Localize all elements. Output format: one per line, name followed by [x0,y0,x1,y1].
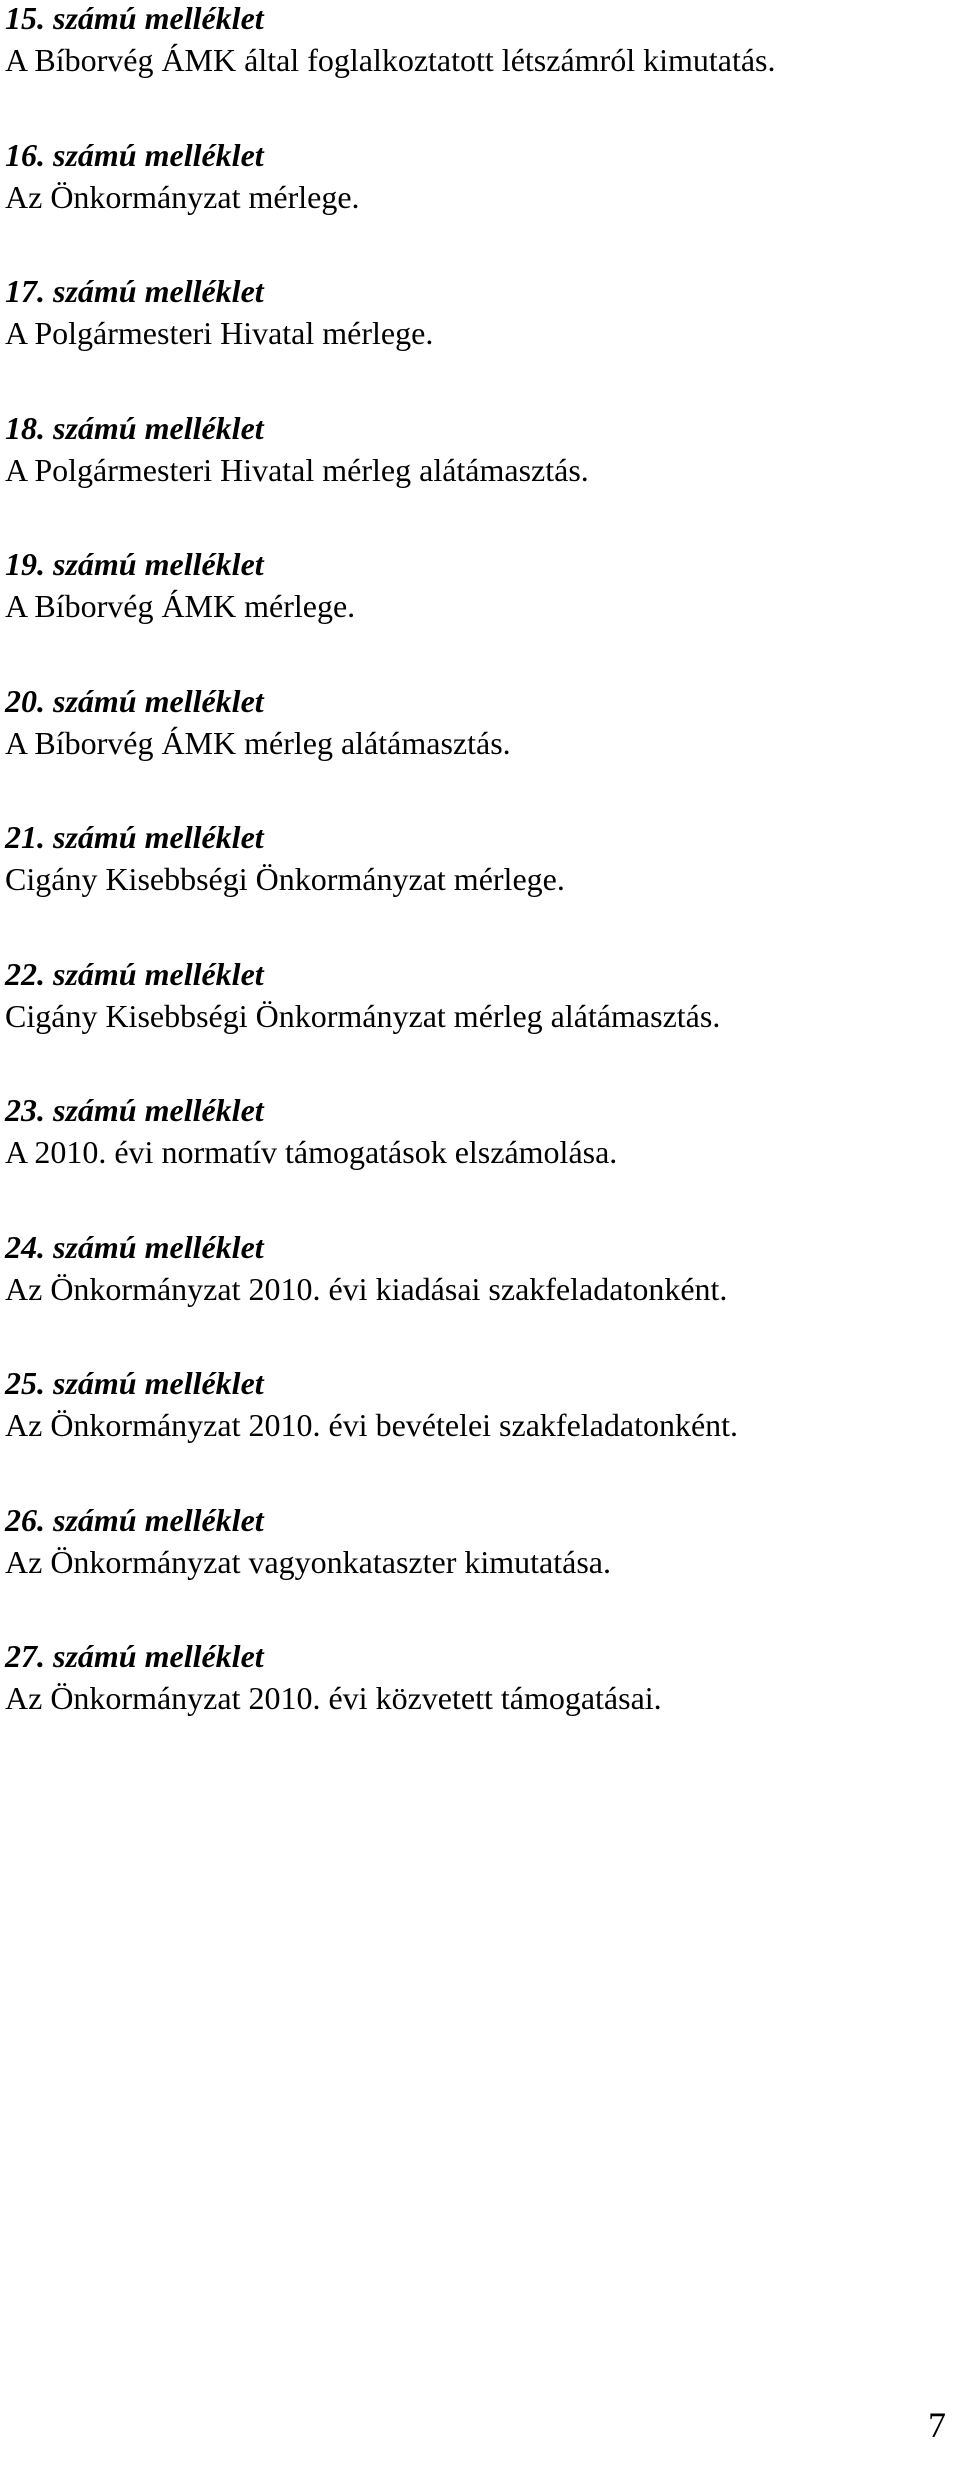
annex-number: 23. számú melléklet [5,1092,264,1128]
annex-number: 15. számú melléklet [5,0,264,36]
annex-number: 27. számú melléklet [5,1638,264,1674]
annex-item [5,273,945,410]
annex-title: A Bíborvég ÁMK által foglalkoztatott létszámról kimutatás. [5,42,776,78]
annex-title: A Polgármesteri Hivatal mérleg alátámasztás. [5,451,589,488]
annex-item [5,1365,945,1502]
annex-item [5,683,945,820]
annex-item [5,956,945,1093]
annex-title: A Bíborvég ÁMK mérleg alátámasztás. [5,724,511,761]
annex-title: Az Önkormányzat 2010. évi kiadásai szakfeladatonként. [5,1270,728,1307]
annex-title: A Polgármesteri Hivatal mérlege. [5,315,434,351]
annex-item [5,0,945,137]
annex-title: A 2010. évi normatív támogatások elszámolása. [5,1134,618,1170]
annex-title: Cigány Kisebbségi Önkormányzat mérlege. [5,861,565,897]
annex-item [5,1092,945,1229]
annex-title: Az Önkormányzat vagyonkataszter kimutatása. [5,1543,611,1580]
annex-item [5,1229,945,1366]
annex-number: 21. számú melléklet [5,819,264,855]
annex-item [5,410,945,547]
annex-list [5,0,945,1775]
annex-title: Az Önkormányzat 2010. évi közvetett támogatásai. [5,1680,662,1716]
annex-number: 19. számú melléklet [5,546,264,582]
annex-item [5,1502,945,1639]
annex-number: 22. számú melléklet [5,955,264,992]
annex-number: 24. számú melléklet [5,1228,264,1265]
annex-title: Az Önkormányzat mérlege. [5,178,360,215]
annex-title: A Bíborvég ÁMK mérlege. [5,588,356,624]
annex-number: 18. számú melléklet [5,409,264,446]
annex-item [5,819,945,956]
annex-item [5,137,945,274]
annex-number: 26. számú melléklet [5,1501,264,1538]
annex-number: 25. számú melléklet [5,1365,264,1401]
page-number: 7 [928,2405,946,2445]
annex-title: Az Önkormányzat 2010. évi bevételei szakfeladatonként. [5,1407,739,1443]
annex-title: Cigány Kisebbségi Önkormányzat mérleg alátámasztás. [5,997,721,1034]
annex-number: 16. számú melléklet [5,136,264,173]
annex-number: 20. számú melléklet [5,682,264,719]
annex-number: 17. számú melléklet [5,273,264,309]
annex-item [5,546,945,683]
annex-item [5,1638,945,1775]
